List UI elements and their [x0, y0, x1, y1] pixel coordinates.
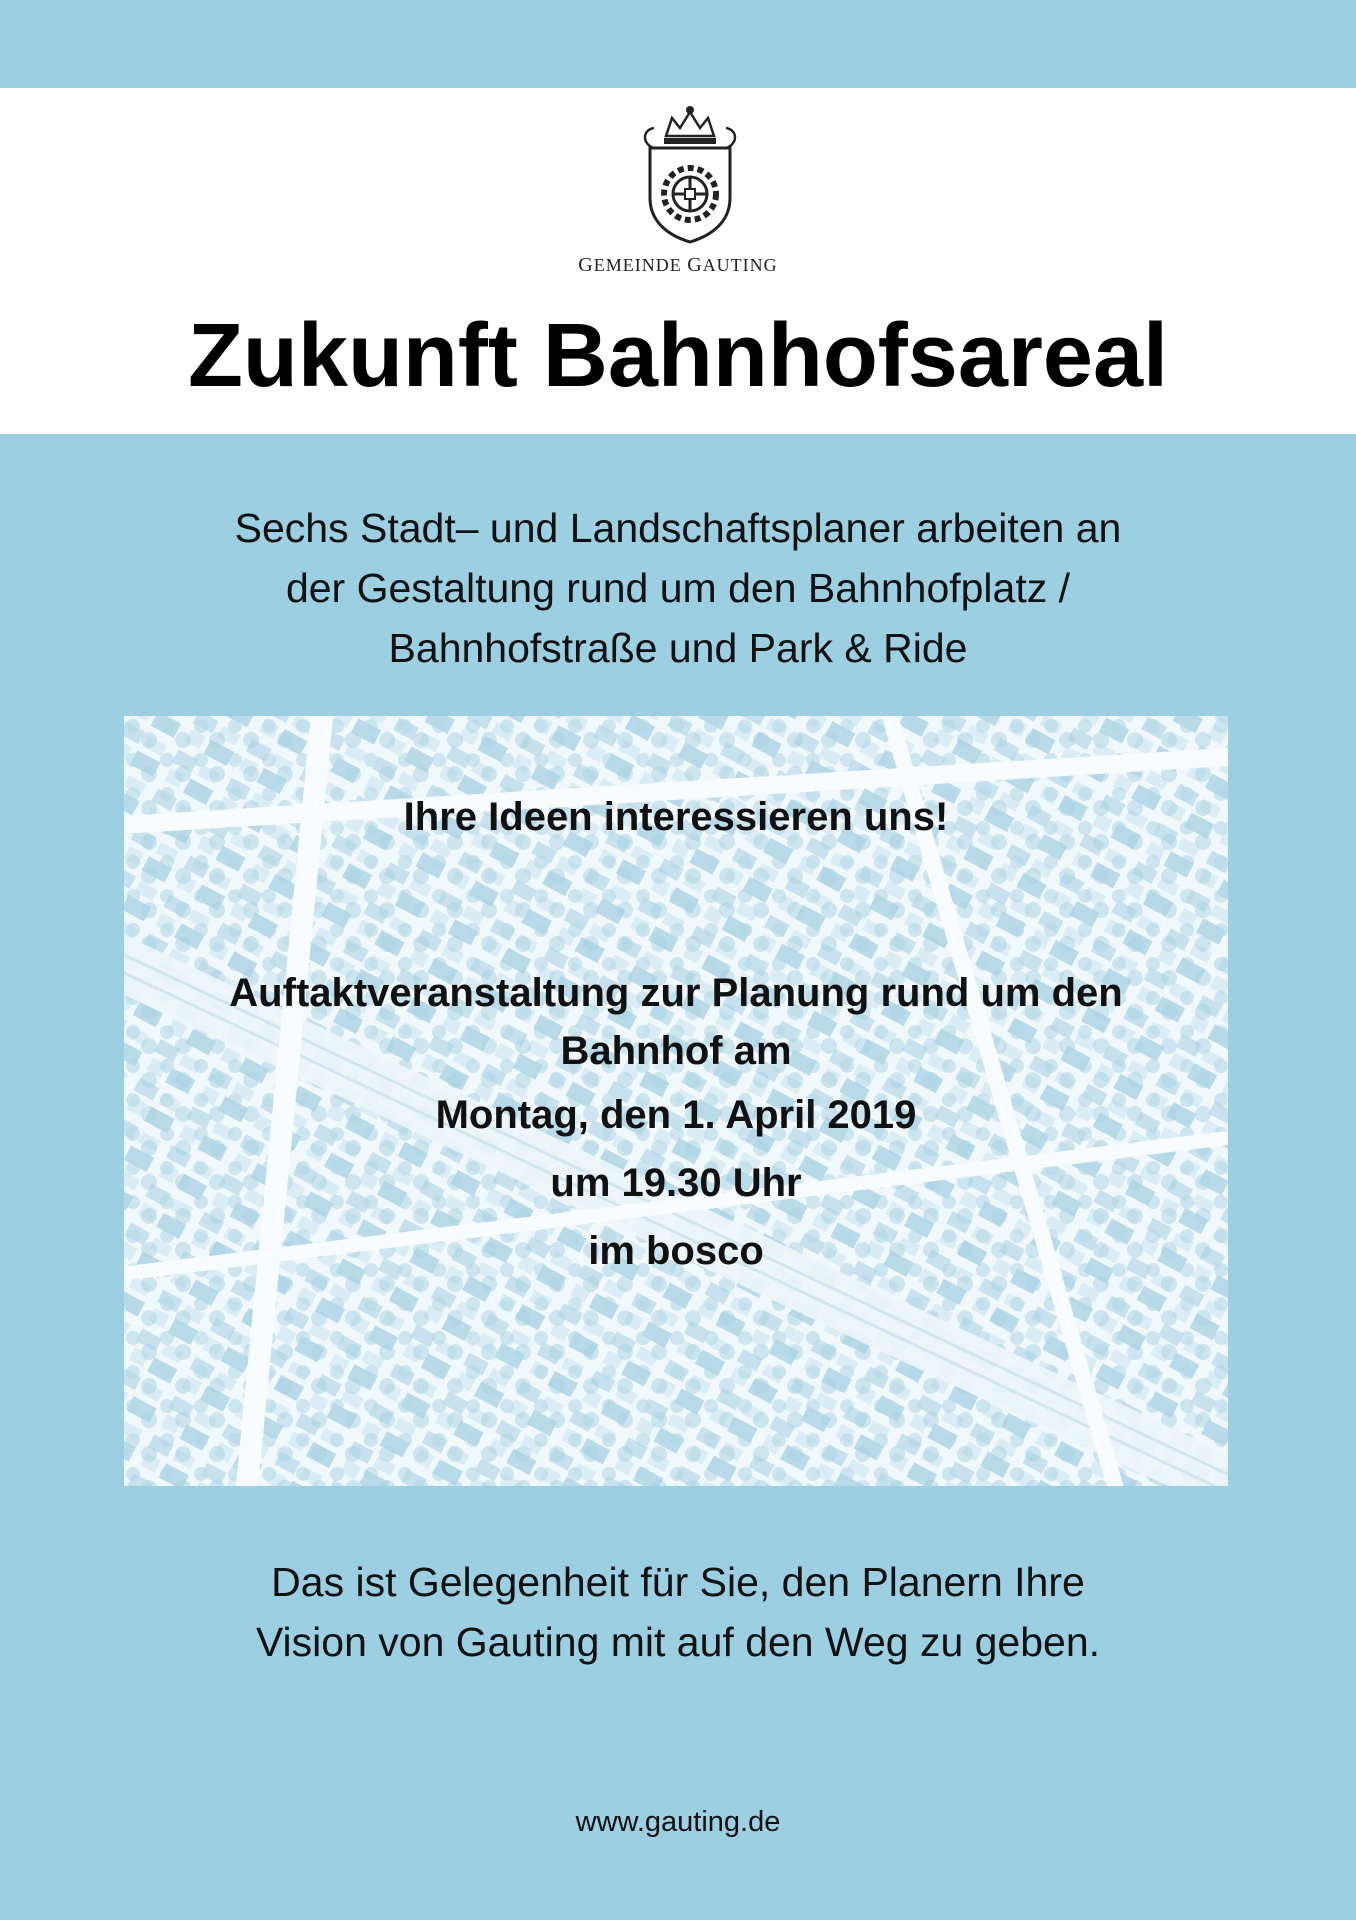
intro-line-2: der Gestaltung rund um den Bahnhofplatz /: [285, 565, 1071, 611]
org-rest-2: AUTING: [702, 255, 778, 275]
municipality-name: [0, 254, 1356, 277]
event-line-2: Bahnhof am: [560, 1029, 792, 1073]
event-line-1: Auftaktveranstaltung zur Planung rund um den: [229, 971, 1123, 1015]
closing-line-2: Vision von Gauting mit auf den Weg zu geben.: [255, 1619, 1101, 1665]
top-color-band: [0, 0, 1356, 88]
header-band: [0, 88, 1356, 434]
ideas-headline: Ihre Ideen interessieren uns!: [403, 795, 949, 839]
intro-text: [130, 498, 1226, 678]
org-initial-2: G: [687, 254, 703, 276]
event-time: um 19.30 Uhr: [550, 1161, 802, 1205]
poster-title: Zukunft Bahnhofsareal: [187, 306, 1169, 406]
intro-line-3: Bahnhofstraße und Park & Ride: [388, 625, 968, 671]
website-link[interactable]: www.gauting.de: [575, 1806, 781, 1838]
closing-line-1: Das ist Gelegenheit für Sie, den Planern Ihre: [271, 1559, 1085, 1605]
closing-text: [130, 1552, 1226, 1672]
org-initial-1: G: [578, 254, 594, 276]
aerial-map-panel: [124, 716, 1228, 1486]
event-venue: im bosco: [588, 1229, 764, 1273]
event-date: Montag, den 1. April 2019: [435, 1093, 917, 1137]
org-rest-1: EMEINDE: [593, 255, 688, 275]
intro-line-1: Sechs Stadt– und Landschaftsplaner arbeiten an: [234, 505, 1122, 551]
event-description: [124, 964, 1228, 1080]
municipal-crest-icon: [620, 98, 760, 248]
